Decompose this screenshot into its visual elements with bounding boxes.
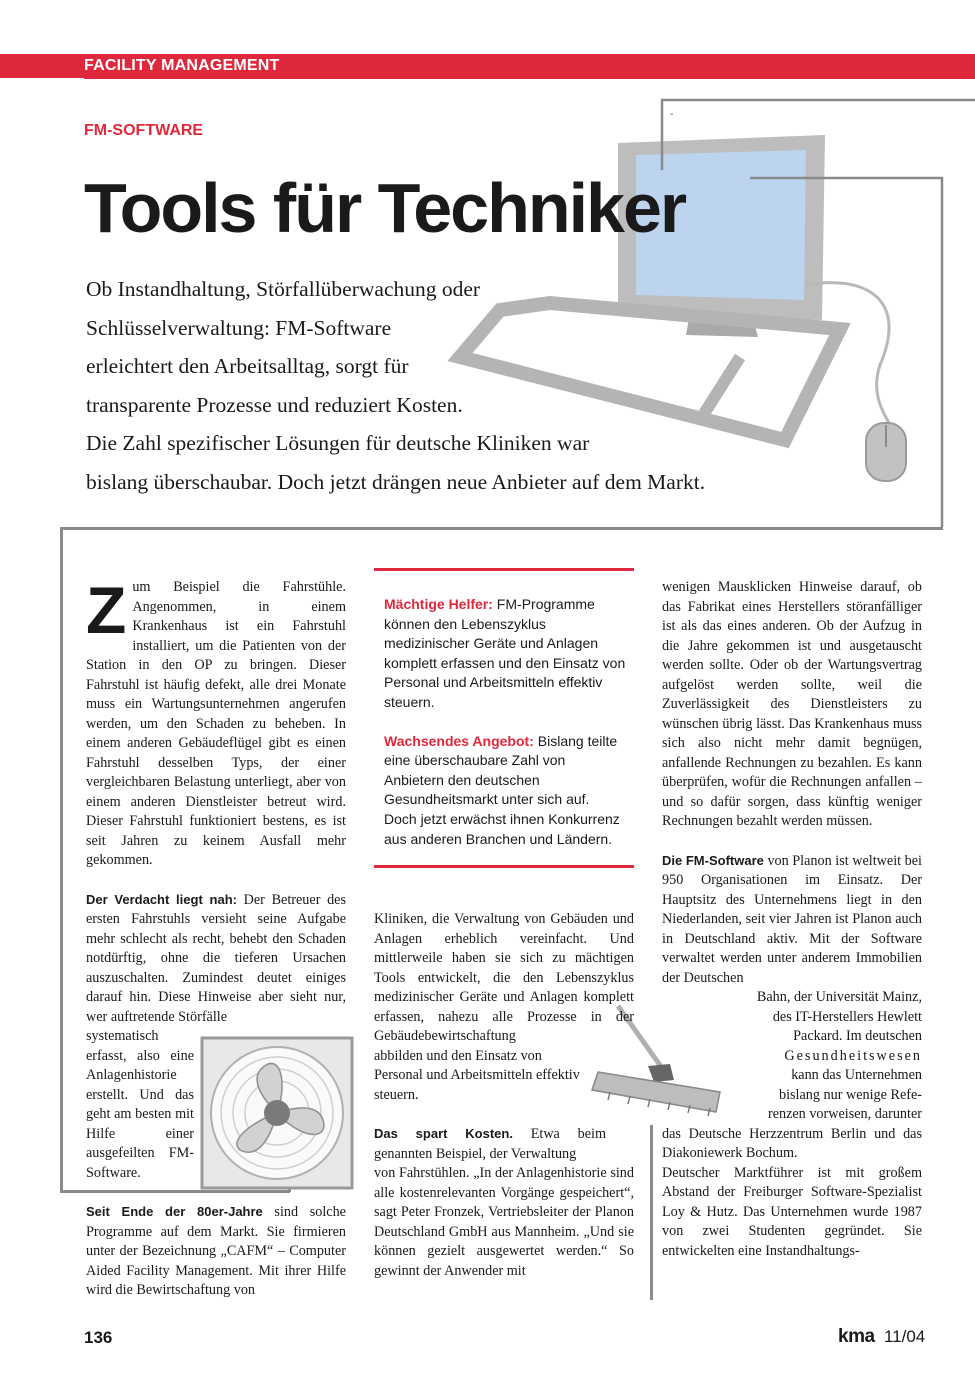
paragraph: von Fahrstühlen. „In der Anlagenhistorie sind alle kostenrelevanten Vorgänge gespeichert“, sagt Peter Fronzek, Vertriebsleiter der Planon Deutschland GmbH aus Mannheim. „Und sie können gezielt ausgewertet werden.“ So gewinnt der Anwender mit — [374, 1165, 634, 1279]
box-lead: Mächtige Helfer: — [384, 596, 493, 612]
line: Packard. Im deutschen — [793, 1028, 922, 1044]
column-1 — [86, 573, 346, 1301]
line: Gesundheitswesen — [784, 1047, 922, 1064]
box-text: Doch jetzt erwächst ihnen Konkurrenz aus anderen Branchen und Ländern. — [384, 810, 620, 847]
intro-line: Schlüsselverwaltung: FM-Software — [86, 315, 392, 340]
line: bislang nur wenige Refe- — [778, 1086, 922, 1103]
page-number: 136 — [84, 1328, 113, 1347]
column-2 — [374, 910, 634, 1281]
magazine-logo: kma — [838, 1326, 875, 1347]
frame-line — [60, 527, 943, 530]
intro-line: Ob Instandhaltung, Störfallüberwachung oder — [86, 277, 481, 301]
section-label: FACILITY MANAGEMENT — [84, 57, 280, 74]
column-3 — [662, 578, 922, 1261]
paragraph: Kliniken, die Verwaltung von Gebäuden und Anlagen erheblich vereinfacht. Und mittlerweile haben sie sich zu mächtigen Tools entwickelt, die den Lebenszyklus medizinischer Geräte und Anlagen komplett erfassen, nahezu alle Prozesse in der Gebäudebewirtschaftung — [374, 911, 634, 1044]
intro-text — [86, 270, 806, 501]
line: kann das Unternehmen — [791, 1067, 922, 1083]
intro-line: transparente Prozesse und reduziert Kosten. — [86, 392, 463, 417]
issue-number: 11/04 — [883, 1327, 926, 1346]
box-lead: Wachsendes Angebot: — [384, 732, 534, 749]
indented-lines — [662, 988, 922, 1125]
intro-line: bislang überschaubar. Doch jetzt drängen neue Anbieter auf dem Markt. — [86, 469, 706, 494]
paragraph: Deutscher Marktführer ist mit großem Abstand der Freiburger Software-Spezialist Loy & Hutz. Das Unternehmen wurde 1987 von zwei Studenten gegründet. Sie entwickelten eine Instandhaltungs- — [662, 1164, 922, 1259]
paragraph: das Deutsche Herzzentrum Berlin und das Diakoniewerk Bochum. — [662, 1125, 922, 1161]
paragraph: sind solche Programme auf dem Markt. Sie firmieren unter der Bezeichnung „CAFM“ – Computer Aided Facility Management. Mit ihrer Hilfe wird die Bewirtschaftung von — [86, 1204, 346, 1298]
paragraph: um Beispiel die Fahrstühle. Angenommen, in einem Krankenhaus ist ein Fahrstuhl installiert, um die Patienten von der Station in den OP zu bringen. Dieser Fahrstuhl ist häufig defekt, alle drei Monate muss ein Wartungsunternehmen angerufen werden, um den Schaden zu beheben. In einem anderen Gebäudeflügel gibt es einen Fahrstuhl desselben Typs, der einer vergleichbaren Belastung unterliegt, aber von einem anderen Dienstleister betreut wird. Dieser Fahrstuhl funktioniert bestens, es ist seit Jahren zu keinem Ausfall mehr gekommen. — [86, 579, 346, 868]
magazine-issue — [838, 1326, 925, 1348]
paragraph: wenigen Mausklicken Hinweise darauf, ob das Fabrikat eines Herstellers störanfälliger ist als das eines anderen. Ob der Aufzug in die Jahre gekommen ist und ausgetauscht werden sollte. Oder ob der Wartungsvertrag aufgelöst werden sollte, weil die Zuverlässigkeit des Dienstleisters zu wünschen übrig lässt. Das Krankenhaus muss sich also nicht mehr damit begnügen, anfallende Rechnungen zu bezahlen. Es kann überprüfen, wofür die Rechnungen anfallen – und so dafür sorgen, dass künftig weniger Rechnungen bezahlt werden müssen. — [662, 579, 922, 829]
section-rule — [84, 77, 975, 79]
box-rule-bottom — [374, 865, 634, 868]
intro-line: Die Zahl spezifischer Lösungen für deutsche Kliniken war — [86, 431, 590, 455]
info-box — [374, 568, 634, 868]
paragraph: Der Betreuer des ersten Fahrstuhls versieht seine Aufgabe mehr schlecht als recht, behebt den Schaden notdürftig, ohne die tieferen Ursachen auszuschalten. Zumindest deutet einiges darauf hin. Diese Hinweise aber sieht nur, wer auftretende Störfälle — [86, 891, 346, 1025]
frame-line — [60, 527, 63, 1191]
svg-text:-: - — [670, 109, 674, 120]
box-text: FM-Programme können den Lebenszyklus medizinischer Geräte und Anlagen komplett erfassen und den Einsatz von Personal und Arbeitsmitteln effektiv steuern. — [384, 596, 626, 710]
paragraph: systematisch erfasst, also eine Anlagenhistorie erstellt. Und das geht am besten mit Hilfe einer ausgefeilten FM-Software. — [86, 1028, 194, 1181]
drop-cap: Z — [86, 573, 127, 647]
run-in-head: Der Verdacht liegt nah: — [86, 891, 237, 907]
line: des IT-Herstellers Hewlett — [772, 1008, 922, 1025]
run-in-head: Das spart Kosten. — [374, 1126, 513, 1141]
kicker: FM-SOFTWARE — [84, 122, 204, 139]
intro-line: erleichtert den Arbeitsalltag, sorgt für — [86, 354, 409, 378]
paragraph: abbilden und den Einsatz von Personal und Arbeitsmitteln effektiv steuern. — [374, 1047, 580, 1103]
run-in-head: Seit Ende der 80er-Jahre — [86, 1204, 263, 1219]
frame-line — [650, 1125, 653, 1300]
paragraph: Etwa beim genannten Beispiel, der Verwaltung — [374, 1126, 606, 1162]
line: Bahn, der Universität Mainz, — [756, 989, 922, 1005]
line: renzen vorweisen, darunter — [767, 1106, 922, 1122]
box-text: Bislang teilte eine überschaubare Zahl von Anbietern den deutschen Gesundheitsmarkt unter sich auf. — [384, 732, 618, 808]
run-in-head: Die FM-Software — [662, 852, 764, 868]
paragraph: von Planon ist weltweit bei 950 Organisationen im Einsatz. Der Hauptsitz des Unternehmens liegt in den Niederlanden, seit vier Jahren ist Planon auch in Deutschland aktiv. Mit der Software verwaltet werden unter anderem Immobilien der Deutschen — [662, 852, 922, 986]
page-title: Tools für Techniker — [84, 169, 686, 247]
